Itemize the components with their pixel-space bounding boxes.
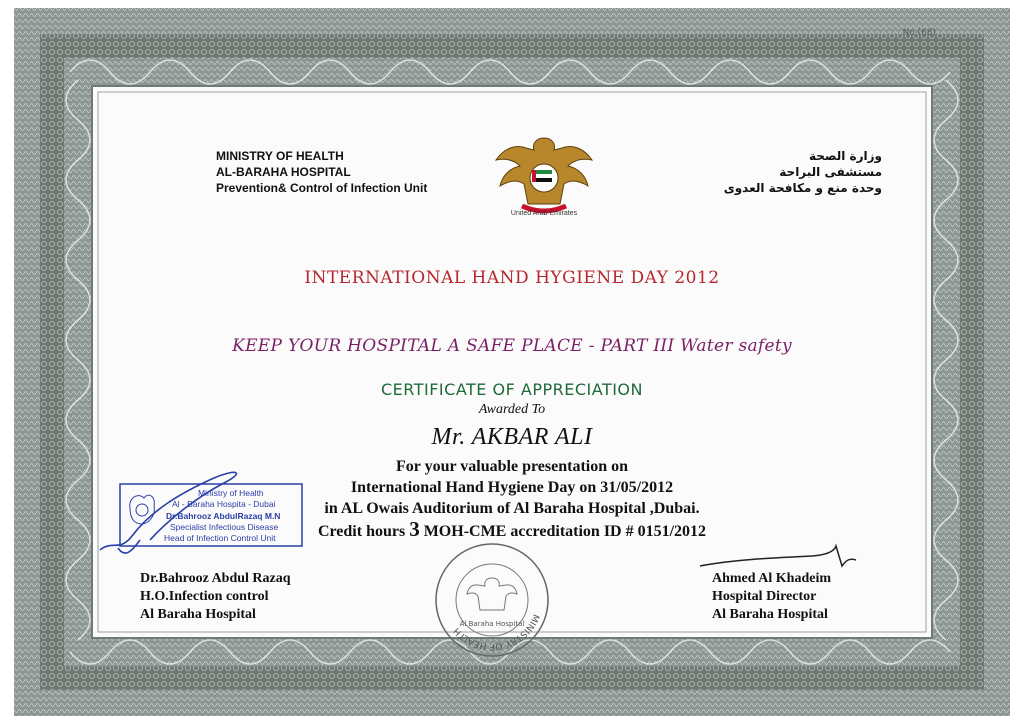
awarded-to-label: Awarded To xyxy=(478,402,546,417)
recipient-name: Mr. AKBAR ALI xyxy=(431,424,593,450)
header-left xyxy=(216,148,427,196)
credit-hours-prefix: Credit hours xyxy=(317,523,410,540)
embossed-seal xyxy=(432,540,552,660)
uae-emblem-icon xyxy=(488,130,600,220)
certificate-heading: CERTIFICATE OF APPRECIATION xyxy=(381,380,643,399)
body-line-2: International Hand Hygiene Day on 31/05/2012 xyxy=(350,479,674,496)
stamp-line-5: Head of Infection Control Unit xyxy=(164,533,276,543)
event-theme: KEEP YOUR HOSPITAL A SAFE PLACE - PART III Water safety xyxy=(232,336,792,356)
ministry-name-arabic: وزارة الصحة xyxy=(808,149,882,163)
stamp-line-1: Ministry of Health xyxy=(198,488,264,498)
signatory-left-role: H.O.Infection control xyxy=(140,589,269,604)
seal-inner-text: Al Baraha Hospital xyxy=(459,620,525,628)
unit-name: Prevention& Control of Infection Unit xyxy=(216,181,428,195)
unit-name-arabic: وحدة منع و مكافحة العدوى xyxy=(723,181,882,195)
signatory-right-role: Hospital Director xyxy=(712,589,817,604)
event-title: INTERNATIONAL HAND HYGIENE DAY 2012 xyxy=(304,268,720,288)
signatory-left xyxy=(140,570,291,624)
stamp-line-3: Dr.Bahrooz AbdulRazaq M.N xyxy=(166,511,281,521)
accreditation-id: MOH-CME accreditation ID # 0151/2012 xyxy=(419,523,707,540)
signatory-right-name: Ahmed Al Khadeim xyxy=(712,571,832,586)
stamp-line-2: Al - Baraha Hospita - Dubai xyxy=(172,499,276,509)
ministry-name: MINISTRY OF HEALTH xyxy=(216,149,344,163)
hospital-name: AL-BARAHA HOSPITAL xyxy=(216,165,351,179)
body-line-3: in AL Owais Auditorium of Al Baraha Hospital ,Dubai. xyxy=(324,500,700,517)
serial-number: No.(68) xyxy=(902,28,936,38)
credit-hours-value: 3 xyxy=(409,517,420,541)
signatory-right xyxy=(712,570,831,624)
seal-outer-text: MINISTRY OF HEALTH xyxy=(452,612,541,652)
header-right-arabic xyxy=(724,148,882,196)
stamp-line-4: Specialist Infectious Disease xyxy=(170,522,279,532)
signatory-left-name: Dr.Bahrooz Abdul Razaq xyxy=(140,571,291,586)
signatory-left-org: Al Baraha Hospital xyxy=(140,607,256,622)
svg-text:MINISTRY OF HEALTH xyxy=(452,612,540,651)
hospital-name-arabic: مستشفى البراحة xyxy=(779,165,882,179)
emblem-caption: United Arab Emirates xyxy=(510,210,578,217)
signatory-right-org: Al Baraha Hospital xyxy=(712,607,828,622)
body-line-1: For your valuable presentation on xyxy=(395,458,629,475)
official-stamp xyxy=(118,478,304,550)
